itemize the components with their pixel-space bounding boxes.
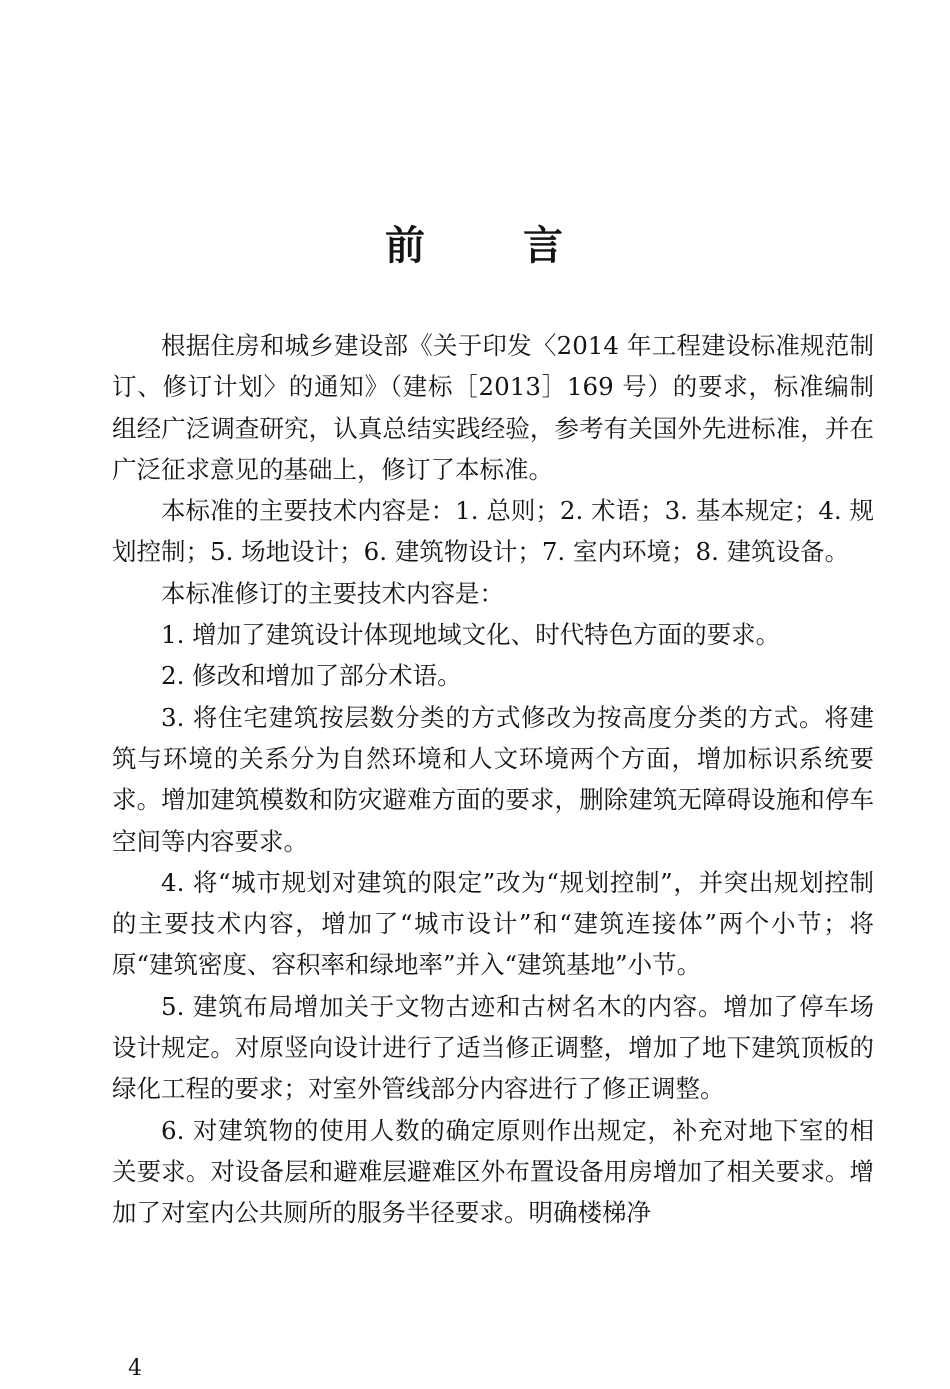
paragraph-2: 本标准的主要技术内容是：1. 总则；2. 术语；3. 基本规定；4. 规划控制；5. 场地设计；6. 建筑物设计；7. 室内环境；8. 建筑设备。 bbox=[112, 496, 874, 567]
page-title-char-1: 前 bbox=[385, 222, 427, 269]
paragraph-1: 根据住房和城乡建设部《关于印发〈2014 年工程建设标准规范制订、修订计划〉的通知》（建标［2013］169 号）的要求，标准编制组经广泛调查研究，认真总结实践经验，参考有关国外先进标准，并在广泛征求意见的基础上，修订了本标准。 bbox=[112, 331, 874, 484]
document-body bbox=[112, 325, 874, 1234]
list-item-6: 6. 对建筑物的使用人数的确定原则作出规定，补充对地下室的相关要求。对设备层和避难层避难区外布置设备用房增加了相关要求。增加了对室内公共厕所的服务半径要求。明确楼梯净 bbox=[112, 1115, 874, 1228]
page-title-char-2: 言 bbox=[523, 222, 565, 269]
list-item-5: 5. 建筑布局增加关于文物古迹和古树名木的内容。增加了停车场设计规定。对原竖向设计进行了适当修正调整，增加了地下建筑顶板的绿化工程的要求；对室外管线部分内容进行了修正调整。 bbox=[112, 991, 874, 1104]
list-item-2: 2. 修改和增加了部分术语。 bbox=[161, 661, 462, 691]
page-number: 4 bbox=[128, 1356, 142, 1381]
list-item-4: 4. 将“城市规划对建筑的限定”改为“规划控制”，并突出规划控制的主要技术内容，增加了“城市设计”和“建筑连接体”两个小节；将原“建筑密度、容积率和绿地率”并入“建筑基地”小节。 bbox=[112, 867, 874, 980]
list-item-3: 3. 将住宅建筑按层数分类的方式修改为按高度分类的方式。将建筑与环境的关系分为自然环境和人文环境两个方面，增加标识系统要求。增加建筑模数和防灾避难方面的要求，删除建筑无障碍设施和停车空间等内容要求。 bbox=[112, 702, 874, 856]
paragraph-3: 本标准修订的主要技术内容是： bbox=[161, 578, 504, 608]
list-item-1: 1. 增加了建筑设计体现地域文化、时代特色方面的要求。 bbox=[161, 620, 781, 650]
page-title bbox=[0, 218, 950, 274]
